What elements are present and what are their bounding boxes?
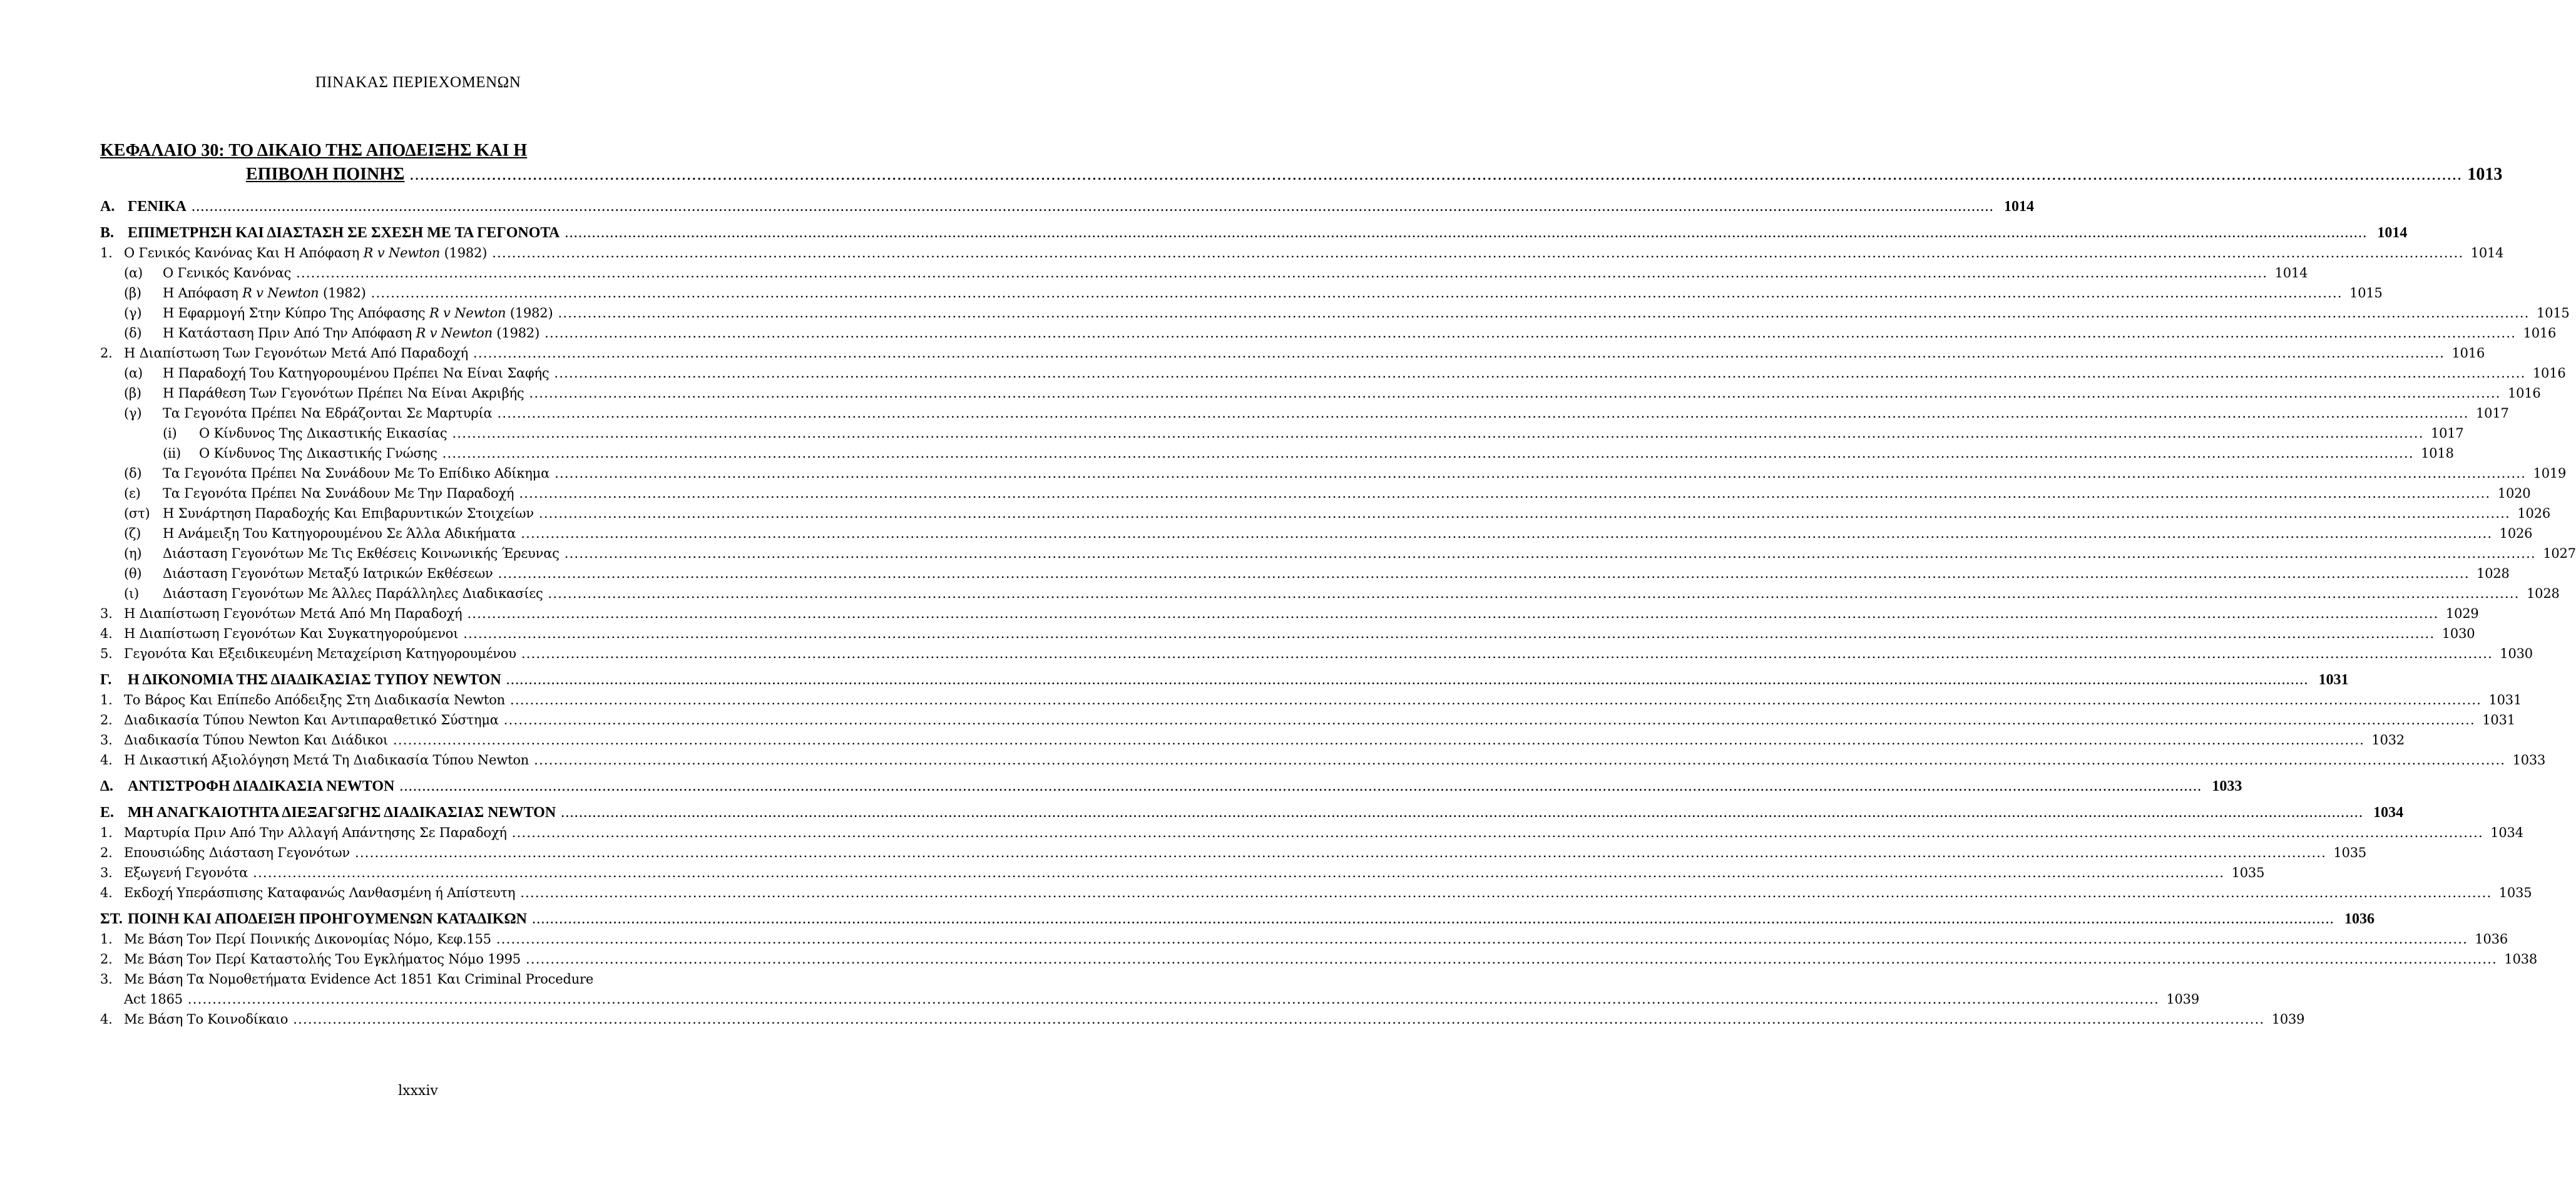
toc-entry[interactable] xyxy=(100,543,2576,563)
chapter-title-line2-row xyxy=(100,163,2503,187)
toc-entry-label: 1. xyxy=(100,932,113,947)
toc-entry-label: 4. xyxy=(100,753,113,768)
toc-entry-title: Ο Γενικός Κανόνας xyxy=(163,265,292,280)
toc-entry-label: 2. xyxy=(100,346,113,361)
toc-entry-label: Α. xyxy=(100,198,115,215)
toc-entry-page-number: 1031 xyxy=(2482,712,2515,727)
toc-entry-title: Με Βάση Τον Περί Καταστολής Του Εγκλήματος Νόμο 1995 xyxy=(124,952,521,967)
chapter-page-number: 1013 xyxy=(2467,165,2503,184)
toc-entry-label: 5. xyxy=(100,646,113,661)
chapter-title-line1: ΚΕΦΑΛΑΙΟ 30: ΤΟ ΔΙΚΑΙΟ ΤΗΣ ΑΠΟΔΕΙΞΗΣ ΚΑΙ Η xyxy=(100,141,528,160)
toc-entry-label: (στ) xyxy=(124,506,150,521)
toc-entry[interactable] xyxy=(100,263,2308,283)
toc-entry-label: 4. xyxy=(100,626,113,641)
toc-entry-page-number: 1039 xyxy=(2271,1012,2305,1027)
toc-entry-label: 4. xyxy=(100,1012,113,1027)
toc-entry-page-number: 1034 xyxy=(2373,804,2404,821)
toc-entry-title: Η Διαπίστωση Των Γεγονότων Μετά Από Παραδοχή xyxy=(124,346,469,361)
leader-dots: ................................................................................................................................................................................................................................................................................................................................................................................................................ xyxy=(371,285,2343,301)
toc-entry-label: (α) xyxy=(124,366,143,381)
leader-dots: ................................................................................................................................................................................................................................................................................................................................................................................................................ xyxy=(253,865,2225,880)
toc-entry-title: Το Βάρος Και Επίπεδο Απόδειξης Στη Διαδικασία Newton xyxy=(124,692,505,707)
toc-entry-label: (i) xyxy=(163,426,177,441)
leader-dots: ................................................................................................................................................................................................................................................................................................................................................................................................................ xyxy=(399,778,2202,794)
toc-entry-label: Δ. xyxy=(100,778,114,794)
toc-entry[interactable] xyxy=(100,624,2475,644)
toc-entry[interactable] xyxy=(100,883,2532,903)
toc-entry-title: Τα Γεγονότα Πρέπει Να Συνάδουν Με Την Παραδοχή xyxy=(163,486,514,501)
toc-entry-page-number: 1014 xyxy=(2274,265,2308,280)
toc-entry-page-number: 1016 xyxy=(2523,326,2557,341)
toc-entry-page-number: 1034 xyxy=(2490,825,2523,840)
leader-dots: ................................................................................................................................................................................................................................................................................................................................................................................................................ xyxy=(409,165,2463,184)
toc-entry-page-number: 1029 xyxy=(2445,606,2479,621)
toc-entry-label: Β. xyxy=(100,225,115,241)
toc-entry-title: ΑΝΤΙΣΤΡΟΦΗ ΔΙΑΔΙΚΑΣΙΑ NEWTON xyxy=(128,778,395,794)
toc-entry-label: (γ) xyxy=(124,406,142,421)
leader-dots: ................................................................................................................................................................................................................................................................................................................................................................................................................ xyxy=(492,245,2464,260)
leader-dots: ................................................................................................................................................................................................................................................................................................................................................................................................................ xyxy=(463,626,2435,641)
toc-entry-title: Η ΔΙΚΟΝΟΜΙΑ ΤΗΣ ΔΙΑΔΙΚΑΣΙΑΣ ΤΥΠΟΥ NEWTON xyxy=(128,672,501,688)
toc-entry-label: 1. xyxy=(100,692,113,707)
toc-entry[interactable] xyxy=(100,323,2557,343)
toc-section-entry[interactable] xyxy=(100,776,2242,796)
toc-entry-page-number: 1038 xyxy=(2504,952,2538,967)
leader-dots: ................................................................................................................................................................................................................................................................................................................................................................................................................ xyxy=(506,672,2309,688)
toc-entry-title: Η Εφαρμογή Στην Κύπρο Της Απόφασης R v Newton (1982) xyxy=(163,306,553,321)
toc-entry[interactable] xyxy=(100,303,2570,323)
toc-entry-page-number: 1035 xyxy=(2231,865,2265,880)
toc-entry-page-number: 1027 xyxy=(2543,546,2576,561)
toc-entry-title: Διάσταση Γεγονότων Μεταξύ Ιατρικών Εκθέσεων xyxy=(163,566,493,581)
leader-dots: ................................................................................................................................................................................................................................................................................................................................................................................................................ xyxy=(497,406,2469,421)
toc-entry-page-number: 1016 xyxy=(2451,346,2485,361)
toc-entry[interactable] xyxy=(100,563,2510,583)
leader-dots: ................................................................................................................................................................................................................................................................................................................................................................................................................ xyxy=(473,346,2445,361)
toc-entry-title: ΜΗ ΑΝΑΓΚΑΙΟΤΗΤΑ ΔΙΕΞΑΓΩΓΗΣ ΔΙΑΔΙΚΑΣΙΑΣ NEWTON xyxy=(128,804,556,821)
leader-dots: ................................................................................................................................................................................................................................................................................................................................................................................................................ xyxy=(187,992,2160,1007)
leader-dots: ................................................................................................................................................................................................................................................................................................................................................................................................................ xyxy=(452,426,2424,441)
toc-entry-label: (γ) xyxy=(124,306,142,321)
toc-entry-page-number: 1030 xyxy=(2441,626,2475,641)
toc-entry-label: 3. xyxy=(100,606,113,621)
toc-entry-title: ΠΟΙΝΗ ΚΑΙ ΑΠΟΔΕΙΞΗ ΠΡΟΗΓΟΥΜΕΝΩΝ ΚΑΤΑΔΙΚΩΝ xyxy=(128,911,527,927)
leader-dots: ................................................................................................................................................................................................................................................................................................................................................................................................................ xyxy=(520,885,2492,900)
leader-dots: ................................................................................................................................................................................................................................................................................................................................................................................................................ xyxy=(510,692,2482,707)
toc-entry[interactable] xyxy=(100,583,2560,604)
toc-entry-title: Επουσιώδης Διάσταση Γεγονότων xyxy=(124,845,350,860)
toc-entry-page-number: 1033 xyxy=(2512,753,2546,768)
toc-entry-title: Εκδοχή Υπεράσπισης Καταφανώς Λανθασμένη ή Απίστευτη xyxy=(124,885,516,900)
toc-entry-page-number: 1026 xyxy=(2517,506,2551,521)
toc-entry-label: 3. xyxy=(100,865,113,880)
toc-entry[interactable] xyxy=(100,843,2367,863)
leader-dots: ................................................................................................................................................................................................................................................................................................................................................................................................................ xyxy=(538,506,2511,521)
toc-entry-label: 2. xyxy=(100,952,113,967)
toc-entry[interactable] xyxy=(100,443,2454,463)
leader-dots: ................................................................................................................................................................................................................................................................................................................................................................................................................ xyxy=(564,546,2536,561)
toc-entry-page-number: 1015 xyxy=(2536,306,2570,321)
toc-entry-title: Ο Γενικός Κανόνας Και Η Απόφαση R v Newton (1982) xyxy=(124,245,488,260)
leader-dots: ................................................................................................................................................................................................................................................................................................................................................................................................................ xyxy=(532,911,2334,927)
leader-dots: ................................................................................................................................................................................................................................................................................................................................................................................................................ xyxy=(511,825,2483,840)
toc-entry-page-number: 1031 xyxy=(2318,672,2349,688)
toc-entry-page-number: 1018 xyxy=(2421,446,2454,461)
toc-entry-page-number: 1017 xyxy=(2476,406,2509,421)
leader-dots: ................................................................................................................................................................................................................................................................................................................................................................................................................ xyxy=(293,1012,2265,1027)
leader-dots: ................................................................................................................................................................................................................................................................................................................................................................................................................ xyxy=(555,466,2527,481)
toc-entry[interactable] xyxy=(100,690,2522,710)
toc-entry[interactable] xyxy=(100,989,2200,1009)
toc-entry-label: (ε) xyxy=(124,486,141,501)
toc-entry-label: 2. xyxy=(100,712,113,727)
toc-entry-title: Η Παράθεση Των Γεγονότων Πρέπει Να Είναι Ακριβής xyxy=(163,386,524,401)
leader-dots: ................................................................................................................................................................................................................................................................................................................................................................................................................ xyxy=(565,225,2368,241)
toc-entry[interactable] xyxy=(100,863,2265,883)
toc-entry[interactable] xyxy=(100,929,2508,949)
toc-entry[interactable] xyxy=(100,523,2533,543)
toc-entry[interactable] xyxy=(100,710,2515,730)
leader-dots: ................................................................................................................................................................................................................................................................................................................................................................................................................ xyxy=(544,326,2517,341)
leader-dots: ................................................................................................................................................................................................................................................................................................................................................................................................................ xyxy=(498,566,2470,581)
toc-entry[interactable] xyxy=(100,969,744,989)
toc-section-entry[interactable] xyxy=(100,223,2408,243)
toc-entry[interactable] xyxy=(100,823,2523,843)
toc-entry-page-number: 1020 xyxy=(2497,486,2531,501)
toc-entry[interactable] xyxy=(100,644,2533,664)
leader-dots: ................................................................................................................................................................................................................................................................................................................................................................................................................ xyxy=(554,366,2526,381)
toc-entry-title: Act 1865 xyxy=(124,992,183,1007)
toc-entry-page-number: 1014 xyxy=(2470,245,2504,260)
toc-entry-label: 1. xyxy=(100,245,113,260)
toc-entry-title: Διάσταση Γεγονότων Με Άλλες Παράλληλες Διαδικασίες xyxy=(163,586,543,601)
toc-entry-page-number: 1035 xyxy=(2498,885,2532,900)
leader-dots: ................................................................................................................................................................................................................................................................................................................................................................................................................ xyxy=(558,306,2530,321)
toc-entry-title: Ο Κίνδυνος Της Δικαστικής Γνώσης xyxy=(199,446,437,461)
leader-dots: ................................................................................................................................................................................................................................................................................................................................................................................................................ xyxy=(296,265,2268,280)
toc-entry[interactable] xyxy=(100,243,2504,263)
toc-entry-title: Διαδικασία Τύπου Newton Και Αντιπαραθετικό Σύστημα xyxy=(124,712,499,727)
page-folio: lxxxiv xyxy=(398,1083,438,1099)
toc-entry-title: Η Κατάσταση Πριν Από Την Απόφαση R v Newton (1982) xyxy=(163,326,540,341)
toc-section-entry[interactable] xyxy=(100,197,2034,217)
toc-entry[interactable] xyxy=(100,483,2531,503)
leader-dots: ................................................................................................................................................................................................................................................................................................................................................................................................................ xyxy=(525,952,2498,967)
toc-entry-label: 3. xyxy=(100,972,113,987)
leader-dots: ................................................................................................................................................................................................................................................................................................................................................................................................................ xyxy=(529,386,2501,401)
chapter-title-line2: ΕΠΙΒΟΛΗ ΠΟΙΝΗΣ xyxy=(246,165,405,184)
toc-entry-label: (δ) xyxy=(124,466,142,481)
toc-section-entry[interactable] xyxy=(100,803,2404,823)
toc-entry-page-number: 1014 xyxy=(2003,198,2034,215)
toc-entry-page-number: 1036 xyxy=(2344,911,2374,927)
toc-entry-label: 4. xyxy=(100,885,113,900)
toc-entry-label: (δ) xyxy=(124,326,142,341)
toc-entry-page-number: 1015 xyxy=(2349,285,2383,301)
toc-entry-label: (β) xyxy=(124,285,141,301)
toc-entry-page-number: 1039 xyxy=(2166,992,2200,1007)
leader-dots: ................................................................................................................................................................................................................................................................................................................................................................................................................ xyxy=(467,606,2439,621)
toc-entry[interactable] xyxy=(100,1009,2305,1029)
toc-entry-label: (ζ) xyxy=(124,526,141,541)
toc-entry-title: Ο Κίνδυνος Της Δικαστικής Εικασίας xyxy=(199,426,447,441)
toc-entry-title: Τα Γεγονότα Πρέπει Να Συνάδουν Με Το Επίδικο Αδίκημα xyxy=(163,466,550,481)
toc-entry-title: ΕΠΙΜΕΤΡΗΣΗ ΚΑΙ ΔΙΑΣΤΑΣΗ ΣΕ ΣΧΕΣΗ ΜΕ ΤΑ ΓΕΓΟΝΟΤΑ xyxy=(128,225,560,241)
toc-entry-label: 1. xyxy=(100,825,113,840)
leader-dots: ................................................................................................................................................................................................................................................................................................................................................................................................................ xyxy=(548,586,2520,601)
toc-entry-title: Η Συνάρτηση Παραδοχής Και Επιβαρυντικών Στοιχείων xyxy=(163,506,534,521)
toc-entry-title: ΓΕΝΙΚΑ xyxy=(128,198,187,215)
toc-entry-page-number: 1028 xyxy=(2476,566,2510,581)
toc-entry-title: Η Ανάμειξη Του Κατηγορουμένου Σε Άλλα Αδικήματα xyxy=(163,526,516,541)
toc-entry-label: (ι) xyxy=(124,586,140,601)
toc-entry-label: (η) xyxy=(124,546,142,561)
toc-entry-page-number: 1019 xyxy=(2533,466,2567,481)
toc-entry-label: (α) xyxy=(124,265,143,280)
toc-entry-title: Με Βάση Το Κοινοδίκαιο xyxy=(124,1012,289,1027)
toc-entry[interactable] xyxy=(100,343,2485,363)
toc-section-entry[interactable] xyxy=(100,670,2349,690)
toc-entry[interactable] xyxy=(100,423,2464,443)
toc-entry-label: 3. xyxy=(100,732,113,748)
chapter-heading[interactable] xyxy=(100,139,2503,187)
toc-entry-label: ΣΤ. xyxy=(100,911,123,927)
leader-dots: ................................................................................................................................................................................................................................................................................................................................................................................................................ xyxy=(503,712,2475,727)
toc-entry-title: Με Βάση Τον Περί Ποινικής Δικονομίας Νόμο, Κεφ.155 xyxy=(124,932,491,947)
toc-entry-title: Διάσταση Γεγονότων Με Τις Εκθέσεις Κοινωνικής Έρευνας xyxy=(163,546,560,561)
toc-entry[interactable] xyxy=(100,730,2405,750)
toc-entry-label: Γ. xyxy=(100,672,112,688)
leader-dots: ................................................................................................................................................................................................................................................................................................................................................................................................................ xyxy=(496,932,2468,947)
leader-dots: ................................................................................................................................................................................................................................................................................................................................................................................................................ xyxy=(521,646,2493,661)
toc-entry-page-number: 1031 xyxy=(2488,692,2522,707)
toc-entry-label: (θ) xyxy=(124,566,142,581)
toc-entry[interactable] xyxy=(100,750,2546,770)
leader-dots: ................................................................................................................................................................................................................................................................................................................................................................................................................ xyxy=(191,198,1994,215)
leader-dots: ................................................................................................................................................................................................................................................................................................................................................................................................................ xyxy=(561,804,2364,821)
toc-entry-title: Η Απόφαση R v Newton (1982) xyxy=(163,285,366,301)
toc-entry-title: Η Διαπίστωση Γεγονότων Και Συγκατηγορούμενοι xyxy=(124,626,459,641)
toc-entry-page-number: 1014 xyxy=(2377,225,2408,241)
toc-entry-title: Με Βάση Τα Νομοθετήματα Evidence Act 1851 Και Criminal Procedure xyxy=(124,972,594,987)
toc-entry[interactable] xyxy=(100,383,2541,403)
running-head: ΠΙΝΑΚΑΣ ΠΕΡΙΕΧΟΜΕΝΩΝ xyxy=(315,74,521,91)
toc-entry[interactable] xyxy=(100,503,2551,523)
toc-entry-page-number: 1032 xyxy=(2371,732,2405,748)
toc-entry-title: Διαδικασία Τύπου Newton Και Διάδικοι xyxy=(124,732,388,748)
toc-entry-page-number: 1016 xyxy=(2507,386,2541,401)
toc-entry[interactable] xyxy=(100,463,2567,483)
toc-entry-page-number: 1035 xyxy=(2333,845,2367,860)
toc-entry-page-number: 1030 xyxy=(2500,646,2533,661)
toc-entry-label: 2. xyxy=(100,845,113,860)
leader-dots: ................................................................................................................................................................................................................................................................................................................................................................................................................ xyxy=(521,526,2493,541)
toc-list xyxy=(100,190,2576,1029)
toc-entry-label: (ii) xyxy=(163,446,181,461)
leader-dots: ................................................................................................................................................................................................................................................................................................................................................................................................................ xyxy=(534,753,2506,768)
toc-section-entry[interactable] xyxy=(100,909,2374,929)
toc-entry-page-number: 1036 xyxy=(2475,932,2508,947)
toc-entry[interactable] xyxy=(100,604,2479,624)
toc-entry-title: Μαρτυρία Πριν Από Την Αλλαγή Απάντησης Σε Παραδοχή xyxy=(124,825,507,840)
toc-entry-title: Τα Γεγονότα Πρέπει Να Εδράζονται Σε Μαρτυρία xyxy=(163,406,493,421)
toc-entry-title: Γεγονότα Και Εξειδικευμένη Μεταχείριση Κατηγορουμένου xyxy=(124,646,516,661)
leader-dots: ................................................................................................................................................................................................................................................................................................................................................................................................................ xyxy=(442,446,2414,461)
toc-entry[interactable] xyxy=(100,403,2509,423)
toc-entry[interactable] xyxy=(100,283,2383,303)
leader-dots: ................................................................................................................................................................................................................................................................................................................................................................................................................ xyxy=(392,732,2365,748)
leader-dots: ................................................................................................................................................................................................................................................................................................................................................................................................................ xyxy=(519,486,2491,501)
toc-entry-title: Εξωγενή Γεγονότα xyxy=(124,865,248,880)
toc-entry[interactable] xyxy=(100,363,2566,383)
toc-entry[interactable] xyxy=(100,949,2538,969)
leader-dots: ................................................................................................................................................................................................................................................................................................................................................................................................................ xyxy=(354,845,2327,860)
toc-entry-page-number: 1026 xyxy=(2499,526,2533,541)
toc-entry-label: (β) xyxy=(124,386,141,401)
toc-entry-title: Η Διαπίστωση Γεγονότων Μετά Από Μη Παραδοχή xyxy=(124,606,463,621)
toc-entry-title: Η Παραδοχή Του Κατηγορουμένου Πρέπει Να Είναι Σαφής xyxy=(163,366,549,381)
toc-entry-page-number: 1017 xyxy=(2430,426,2464,441)
toc-entry-page-number: 1028 xyxy=(2527,586,2560,601)
toc-entry-title: Η Δικαστική Αξιολόγηση Μετά Τη Διαδικασία Τύπου Newton xyxy=(124,753,529,768)
toc-entry-page-number: 1033 xyxy=(2212,778,2242,794)
toc-entry-label: Ε. xyxy=(100,804,115,821)
toc-entry-page-number: 1016 xyxy=(2532,366,2566,381)
